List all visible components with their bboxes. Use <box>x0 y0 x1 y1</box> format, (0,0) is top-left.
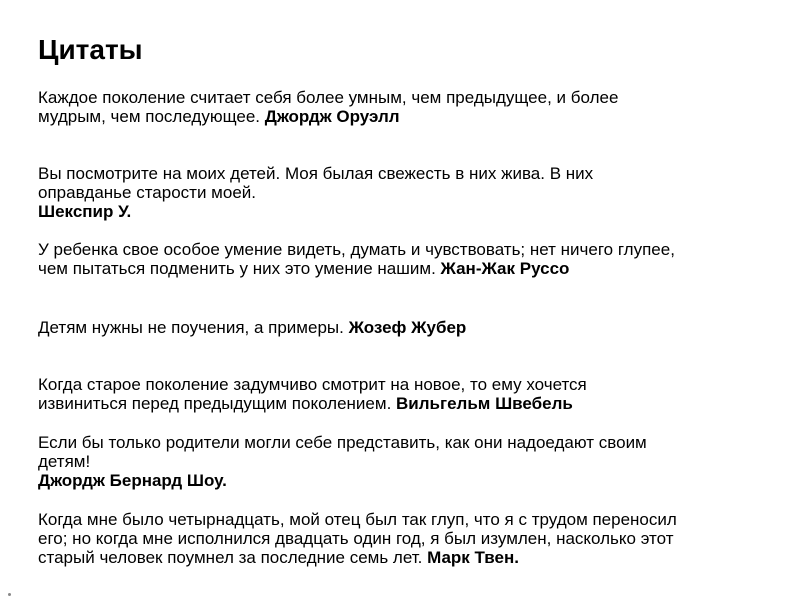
quote-text-line: мудрым, чем последующее. <box>38 107 265 126</box>
quote-author: Шекспир У. <box>38 202 132 221</box>
quote-text-line: извиниться перед предыдущим поколением. <box>38 394 397 413</box>
quote-author: Вильгельм Швебель <box>396 394 573 413</box>
quote-text-line: его; но когда мне исполнился двадцать один год, я был изумлен, насколько этот <box>38 529 674 548</box>
corner-dot <box>8 593 11 596</box>
quote-shakespeare <box>38 164 790 221</box>
quote-shaw <box>38 433 790 490</box>
quote-text-line: старый человек поумнел за последние семь лет. <box>38 548 428 567</box>
quote-text-line: Вы посмотрите на моих детей. Моя былая свежесть в них жива. В них <box>38 164 594 183</box>
quote-author: Джордж Бернард Шоу. <box>38 471 227 490</box>
quote-text-line: детям! <box>38 452 91 471</box>
quote-text-line: оправданье старости моей. <box>38 183 256 202</box>
quote-orwell <box>38 88 790 126</box>
quote-author: Жозеф Жубер <box>348 318 467 337</box>
quote-text-line: Если бы только родители могли себе представить, как они надоедают своим <box>38 433 647 452</box>
quote-schwebel <box>38 375 790 413</box>
quote-text-line: Когда старое поколение задумчиво смотрит на новое, то ему хочется <box>38 375 587 394</box>
quote-rousseau <box>38 240 790 278</box>
quote-twain <box>38 510 790 567</box>
quote-author: Марк Твен. <box>427 548 519 567</box>
quote-text-line: Когда мне было четырнадцать, мой отец был так глуп, что я с трудом переносил <box>38 510 677 529</box>
quote-author: Джордж Оруэлл <box>264 107 400 126</box>
quote-text-line: Детям нужны не поучения, а примеры. <box>38 318 349 337</box>
quote-text-line: Каждое поколение считает себя более умным, чем предыдущее, и более <box>38 88 619 107</box>
quote-joubert <box>38 318 790 337</box>
quote-text-line: У ребенка свое особое умение видеть, думать и чувствовать; нет ничего глупее, <box>38 240 675 259</box>
quote-text-line: чем пытаться подменить у них это умение нашим. <box>38 259 441 278</box>
slide-title: Цитаты <box>38 34 143 65</box>
quote-author: Жан-Жак Руссо <box>440 259 570 278</box>
